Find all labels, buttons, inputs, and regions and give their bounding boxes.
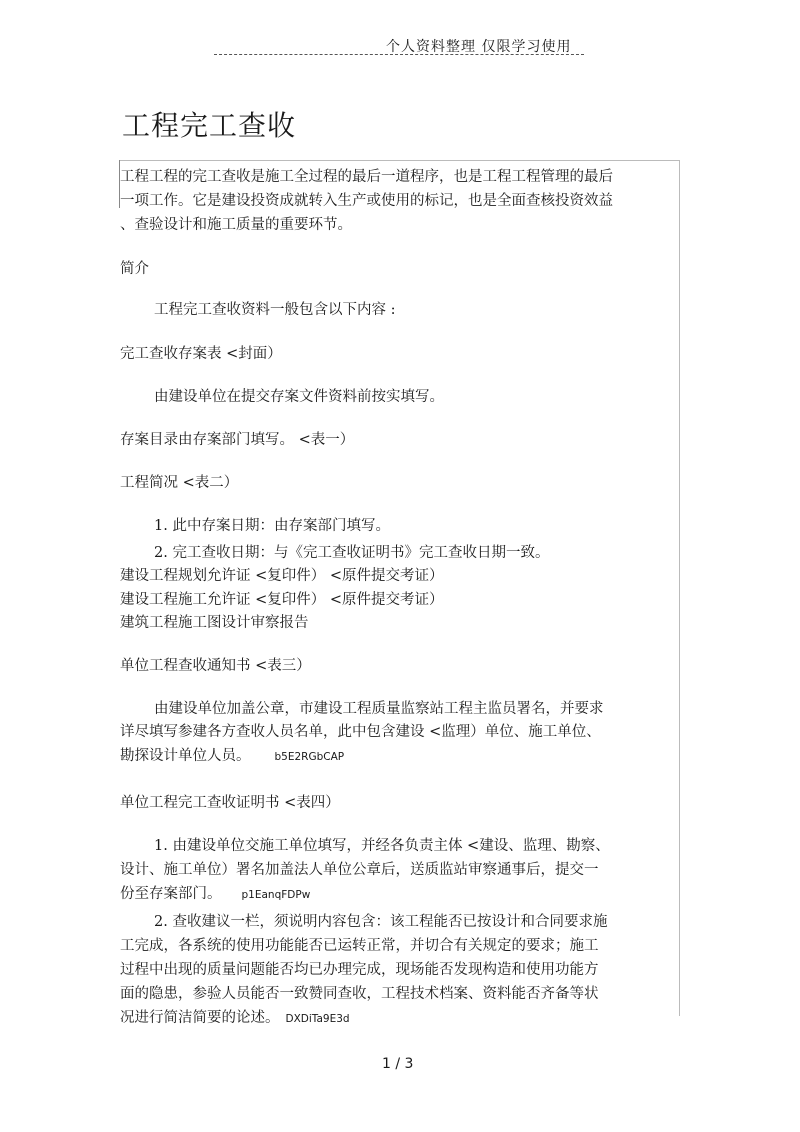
header-rule (214, 54, 584, 55)
certificate-point-1-line-3 (120, 884, 310, 905)
construction-permit: 建设工程施工允许证 <复印件） <原件提交考证） (120, 592, 444, 608)
drawing-review-report: 建筑工程施工图设计审察报告 (120, 615, 309, 631)
certificate-point-2-line-2: 工完成，各系统的使用功能能否已运转正常，并切合有关规定的要求；施工 (120, 938, 599, 954)
intro-line-1: 工程工程的完工查收是施工全过程的最后一道程序，也是工程工程管理的最后 (120, 169, 613, 185)
page-number: 1 / 3 (382, 1056, 414, 1072)
certificate-point-1-text: 份至存案部门。 (120, 886, 222, 902)
certificate-point-2-line-1: 2. 查收建议一栏，须说明内容包含：该工程能否已按设计和合同要求施 (154, 914, 608, 930)
section-heading-intro: 简介 (120, 261, 149, 277)
header-note: 个人资料整理 仅限学习使用 (386, 39, 572, 55)
frame-right-border (679, 160, 680, 1016)
item-completion-record-note: 由建设单位在提交存案文件资料前按实填写。 (154, 389, 444, 405)
review-code: DXDiTa9E3d (285, 1013, 350, 1025)
intro-line-2: 一项工作。它是建设投资成就转入生产或使用的标记，也是全面查核投资效益 (120, 193, 613, 209)
item-project-overview: 工程简况 <表二） (120, 475, 239, 491)
frame-top-border (119, 160, 679, 161)
intro-line-3: 、查验设计和施工质量的重要环节。 (120, 217, 352, 233)
notice-code: b5E2RGbCAP (274, 751, 345, 763)
certificate-point-2-line-3: 过程中出现的质量问题能否均已办理完成，现场能否发现构造和使用功能方 (120, 962, 599, 978)
planning-permit: 建设工程规划允许证 <复印件） <原件提交考证） (120, 568, 444, 584)
certificate-point-1-line-1: 1. 由建设单位交施工单位填写，并经各负责主体 <建设、监理、勘察、 (154, 838, 610, 854)
notice-line-3 (120, 746, 344, 767)
certificate-code: p1EanqFDPw (241, 889, 311, 901)
certificate-point-2-line-4: 面的隐患，参验人员能否一致赞同查收，工程技术档案、资料能否齐备等状 (120, 986, 599, 1002)
notice-line-2: 详尽填写参建各方查收人员名单，此中包含建设 <监理）单位、施工单位、 (120, 724, 601, 740)
certificate-point-2-line-5 (120, 1008, 350, 1029)
item-completion-record-form: 完工查收存案表 <封面） (120, 346, 282, 362)
certificate-point-1-line-2: 设计、施工单位）署名加盖法人单位公章后，送质监站审察通事后，提交一 (120, 862, 599, 878)
item-archive-catalog: 存案目录由存案部门填写。 <表一） (120, 432, 355, 448)
overview-point-1: 1. 此中存案日期：由存案部门填写。 (154, 518, 390, 534)
notice-line-1: 由建设单位加盖公章，市建设工程质量监察站工程主监员署名，并要求 (154, 701, 604, 717)
notice-line-3-text: 勘探设计单位人员。 (120, 748, 251, 764)
contents-intro: 工程完工查收资料一般包含以下内容 : (154, 302, 396, 318)
item-completion-certificate: 单位工程完工查收证明书 <表四） (120, 795, 340, 811)
document-title: 工程完工查收 (122, 109, 297, 142)
item-acceptance-notice: 单位工程查收通知书 <表三） (120, 658, 311, 674)
overview-point-2: 2. 完工查收日期：与《完工查收证明书》完工查收日期一致。 (154, 545, 550, 561)
certificate-point-2-text: 况进行简洁简要的论述。 (120, 1010, 280, 1026)
